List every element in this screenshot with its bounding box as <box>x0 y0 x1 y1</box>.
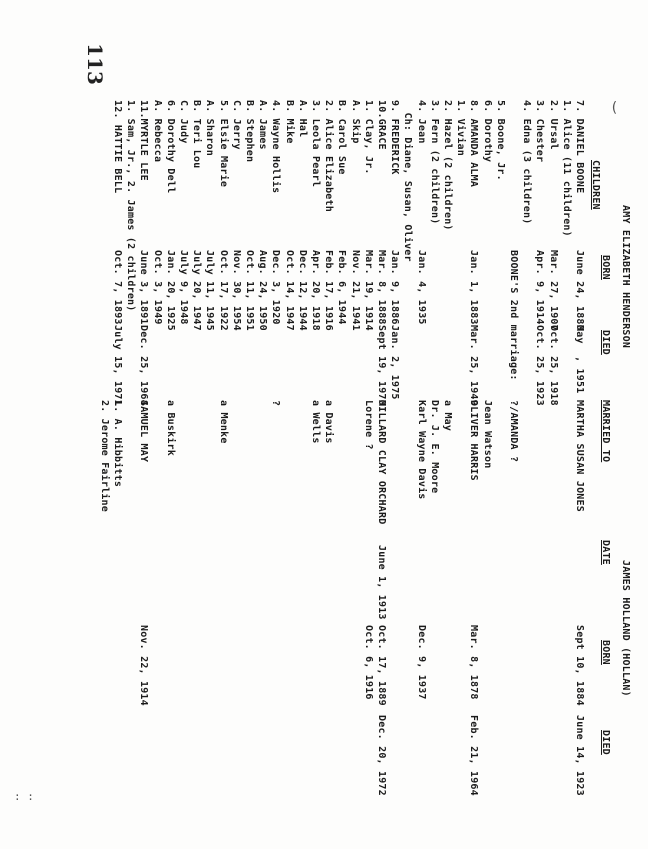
child-born: Feb. 17, 1916 <box>323 250 335 331</box>
child-born: Apr. 20, 1918 <box>310 250 321 331</box>
column-header-died: DIED <box>600 330 611 355</box>
child-born: June 24, 1880 <box>574 250 585 331</box>
child-born: Apr. 9, 1914 <box>534 250 546 325</box>
child-name: 3. Leola Pearl <box>310 100 321 188</box>
marriage-date: June 1, 1913 <box>376 545 387 620</box>
spouse-name: Jean Watson <box>481 400 493 469</box>
child-name: 5. Boone, Jr. <box>494 100 506 181</box>
child-born: June 3, 1891 <box>138 250 150 325</box>
spouse-born: Dec. 9, 1937 <box>415 625 427 700</box>
child-died: July 15, 1971 <box>112 325 123 406</box>
child-name: C. Jerry <box>230 100 242 150</box>
heading-father: JAMES HOLLAND (HOLLAN) <box>620 560 631 697</box>
child-born: Nov. 30, 1954 <box>230 250 242 331</box>
spouse-name: SAMUEL MAY <box>138 400 150 463</box>
spouse-born: Sept 10, 1884 <box>574 625 585 706</box>
child-name: A. Sharon <box>204 100 216 156</box>
child-born: Mar. 8, 1888 <box>376 250 387 325</box>
spouse-died: Feb. 21, 1964 <box>468 715 480 796</box>
child-name: 7. DANIEL BOONE <box>574 100 585 194</box>
child-born: Oct. 11, 1951 <box>244 250 255 331</box>
child-died: Oct. 25, 1918 <box>547 325 559 406</box>
child-died: Oct. 25, 1923 <box>534 325 546 406</box>
hole-punch-mark: ( <box>610 100 619 116</box>
child-born: Nov. 21, 1941 <box>349 250 361 331</box>
child-born: Oct. 3, 1949 <box>151 250 163 325</box>
spouse-born: Oct. 6, 1916 <box>362 625 374 700</box>
child-name: 4. Edna (3 children) <box>521 100 533 225</box>
child-name: 4. Wayne Hollis <box>270 100 282 194</box>
scan-mark: : : <box>14 790 34 803</box>
spouse-name: OLIVER HARRIS <box>468 400 480 481</box>
spouse-name: a Davis <box>323 400 335 444</box>
child-name: B. Teri Lou <box>191 100 203 169</box>
child-name: A. Rebecca <box>151 100 163 163</box>
spouse-name: ?/AMANDA ? <box>508 400 519 463</box>
child-name: 2. Hazel (2 children) <box>442 100 453 231</box>
child-name: A. Skip <box>349 100 361 144</box>
child-name: B. Carol Sue <box>336 100 348 175</box>
child-name: B. Mike <box>283 100 295 144</box>
child-name: 6. Dorothy <box>481 100 493 163</box>
spouse-died: June 14, 1923 <box>574 715 585 796</box>
child-name: 9. FREDERICK <box>389 100 401 175</box>
child-name: 1. Clay, Jr. <box>362 100 374 175</box>
child-name: A. James <box>257 100 269 150</box>
spouse-name: a Menke <box>217 400 229 444</box>
child-born: Mar. 19, 1914 <box>362 250 374 331</box>
column-header-married-to: MARRIED TO <box>600 400 611 463</box>
child-born: Oct. 14, 1947 <box>283 250 295 331</box>
spouse-name: Karl Wayne Davis <box>415 400 427 500</box>
spouse-name: a Wells <box>310 400 321 444</box>
spouse-name: MARTHA SUSAN JONES <box>574 400 585 512</box>
column-header-children: CHILDREN <box>590 160 601 210</box>
spouse-name: a Buskirk <box>164 400 176 456</box>
spouse-name: Dr. J. E. Moore <box>428 400 440 494</box>
child-died: May , 1951 <box>574 325 585 394</box>
child-name: 4. Jean <box>415 100 427 144</box>
page-number: 113 <box>82 43 107 85</box>
child-born: July 20, 1947 <box>191 250 203 331</box>
column-header-died-spouse: DIED <box>600 730 611 755</box>
child-name: 3. Chester <box>534 100 546 163</box>
child-name: 2. Ursal <box>547 100 559 150</box>
child-born: Jan. 4, 1935 <box>415 250 427 325</box>
child-name: 11.MYRTLE LEE <box>138 100 150 181</box>
child-name: A. Hal <box>296 100 308 138</box>
child-name: 1. Vivian <box>455 100 467 156</box>
column-header-born: BORN <box>600 255 611 280</box>
child-name: 5. Elsie Marie <box>217 100 229 188</box>
child-born: Jan. 20, 1925 <box>164 250 176 331</box>
spouse-name: Lorene ? <box>362 400 374 450</box>
child-died: Sept 19, 1970 <box>376 325 387 406</box>
child-born: July 11, 1945 <box>204 250 216 331</box>
child-died: Dec. 25, 1964 <box>138 325 150 406</box>
child-name: Ch: Diane, Susan, Oliver <box>402 100 414 262</box>
spouse-name: 2. Jerome Fairline <box>98 400 110 512</box>
child-born: Dec. 12, 1944 <box>296 250 308 331</box>
child-name: 8. AMANDA ALMA <box>468 100 480 188</box>
child-born: July 9, 1948 <box>178 250 189 325</box>
child-died: Mar. 25, 1949 <box>468 325 480 406</box>
child-born: Jan. 9, 1886 <box>389 250 401 325</box>
child-born: Dec. 3, 1920 <box>270 250 282 325</box>
spouse-name: ? <box>270 400 282 407</box>
child-born: Jan. 1, 1883 <box>468 250 480 325</box>
child-born: Feb. 6, 1944 <box>336 250 348 325</box>
spouse-name: a May <box>442 400 453 432</box>
child-name: B. Stephen <box>244 100 255 163</box>
child-name: 1. Alice (11 children) <box>560 100 572 237</box>
child-name: 6. Dorothy Dell <box>164 100 176 194</box>
spouse-died: Dec. 20, 1972 <box>376 715 387 796</box>
child-died: Jan. 2, 1975 <box>389 325 401 400</box>
spouse-born: Mar. 8, 1878 <box>468 625 480 700</box>
heading-mother: AMY ELIZABETH HENDERSON <box>620 205 631 349</box>
child-name: 3. Fern (2 children) <box>428 100 440 225</box>
child-name: 1. Sam, Jr., 2. James (2 children) <box>125 100 137 312</box>
child-name: 2. Alice Elizabeth <box>323 100 335 212</box>
child-born: Aug. 24, 1950 <box>257 250 269 331</box>
rotated-genealogy-sheet <box>49 0 648 820</box>
spouse-born: Oct. 17, 1889 <box>376 625 387 706</box>
child-born: Oct. 7, 1893 <box>112 250 123 325</box>
child-name: 10.GRACE <box>376 100 387 150</box>
child-born: Oct. 17, 1922 <box>217 250 229 331</box>
child-born: BOONE'S 2nd marriage: <box>508 250 519 381</box>
spouse-born: Nov. 22, 1914 <box>138 625 150 706</box>
column-header-date: DATE <box>600 540 611 565</box>
spouse-name: MILLARD CLAY ORCHARD <box>376 400 387 525</box>
column-header-born-spouse: BORN <box>600 640 611 665</box>
child-name: 12. HATTIE BELL <box>112 100 123 194</box>
spouse-name: L. A. Hibbitts <box>112 400 123 488</box>
child-name: C. Judy <box>178 100 189 144</box>
child-born: Mar. 27, 1907 <box>547 250 559 331</box>
